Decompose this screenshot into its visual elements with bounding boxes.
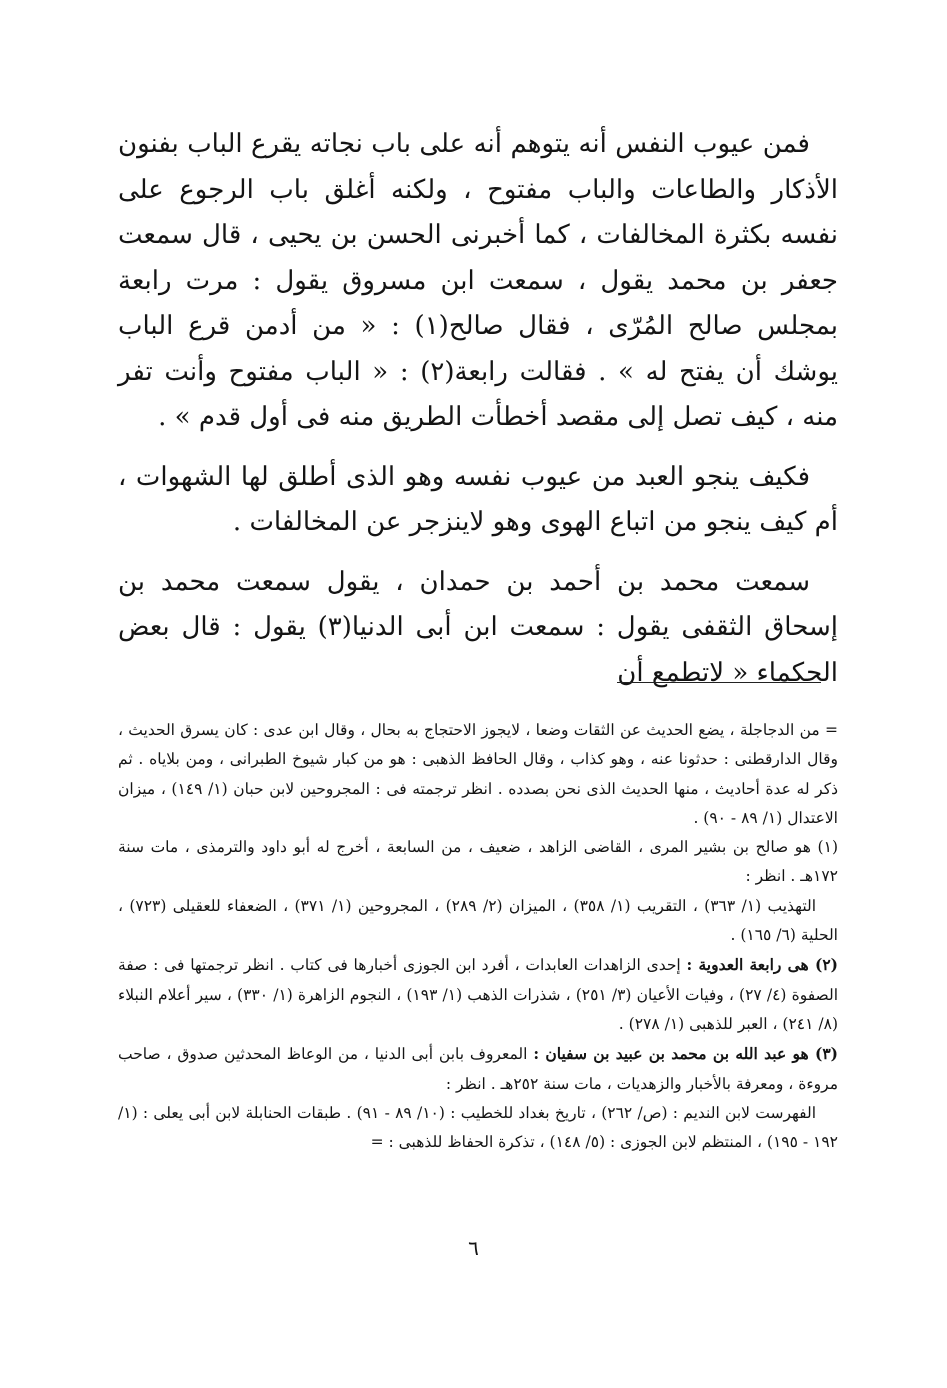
footnote-2-heading: (٢) هى رابعة العدوية : [686,955,838,975]
main-body-text [118,122,838,696]
footnote-3-heading: (٣) هو عبد الله بن محمد بن عبيد بن سفيان : [533,1044,839,1064]
footnote-1: (١) هو صالح بن بشير المرى ، القاضى الزاهد ، ضعيف ، من السابعة ، أخرج له أبو داود والترمذى ، مات سنة ١٧٢هـ . انظر : [118,838,838,886]
footnote-1-references: التهذيب (١/ ٣٦٣) ، التقريب (١/ ٣٥٨) ، الميزان (٢/ ٢٨٩) ، المجروحين (١/ ٣٧١) ، الضعفاء للعقيلى (٧٢٣) ، الحلية (٦/ ١٦٥) . [118,896,838,945]
footnote-2 [118,950,838,1039]
main-paragraph-1: فمن عيوب النفس أنه يتوهم أنه على باب نجاته يقرع الباب بفنون الأذكار والطاعات والباب مفتوح ، ولكنه أغلق باب الرجوع على نفسه بكثرة المخالفات ، كما أخبرنى الحسن بن يحيى ، قال سمعت جعفر بن محمد يقول ، سمعت ابن مسروق يقول : مرت رابعة بمجلس صالح المُرّى ، فقال صالح(١) : « من أدمن قرع الباب يوشك أن يفتح له » . فقالت رابعة(٢) : « الباب مفتوح وأنت تفر منه ، كيف تصل إلى مقصد أخطأت الطريق منه فى أول قدم » . [118,129,838,432]
main-paragraph-3: سمعت محمد بن أحمد بن حمدان ، يقول سمعت محمد بن إسحاق الثقفى يقول : سمعت ابن أبى الدنيا(٣) يقول : قال بعض الحكماء « لاتطمع أن [118,566,839,688]
page-number: ٦ [468,1236,479,1260]
footnote-separator-line [617,682,821,683]
main-paragraph-2: فكيف ينجو العبد من عيوب نفسه وهو الذى أطلق لها الشهوات ، أم كيف ينجو من اتباع الهوى وهو لاينزجر عن المخالفات . [118,461,838,537]
footnote-continuation: = من الدجاجلة ، يضع الحديث عن الثقات وضعا ، لايجوز الاحتجاج به بحال ، وقال ابن عدى : كان يسرق الحديث ، وقال الدارقطنى : حدثونا عنه ، وهو كذاب ، وقال الحافظ الذهبى : هو من كبار شيوخ الطبرانى ، ومن بلاياه . ثم ذكر له عدة أحاديث ، منها الحديث الذى نحن بصدده . انظر ترجمته فى : المجروحين لابن حبان (١/ ١٤٩) ، ميزان الاعتدال (١/ ٨٩ - ٩٠) . [118,721,838,827]
footnotes-section [118,716,838,1157]
footnote-2-body: إحدى الزاهدات العابدات ، أفرد ابن الجوزى أخبارها فى كتاب . انظر ترجمتها فى : صفة الصفوة (٤/ ٢٧) ، وفيات الأعيان (٣/ ٢٥١) ، شذرات الذهب (١/ ١٩٣) ، النجوم الزاهرة (١/ ٣٣٠) ، سير أعلام النبلاء (٨/ ٢٤١) ، العبر للذهبى (١/ ٢٧٨) . [118,956,839,1033]
footnote-3 [118,1039,838,1099]
footnote-3-references: الفهرست لابن النديم : (ص/ ٢٦٢) ، تاريخ بغداد للخطيب : (١٠/ ٨٩ - ٩١) . طبقات الحنابلة لابن أبى يعلى : (١/ ١٩٢ - ١٩٥) ، المنتظم لابن الجوزى : (٥/ ١٤٨) ، تذكرة الحفاظ للذهبى : = [118,1103,838,1152]
footnote-3-body: المعروف بابن أبى الدنيا ، من الوعاظ المحدثين صدوق ، صاحب مروءة ، ومعرفة بالأخبار والزهديات ، مات سنة ٢٥٢هـ . انظر : [118,1045,838,1093]
